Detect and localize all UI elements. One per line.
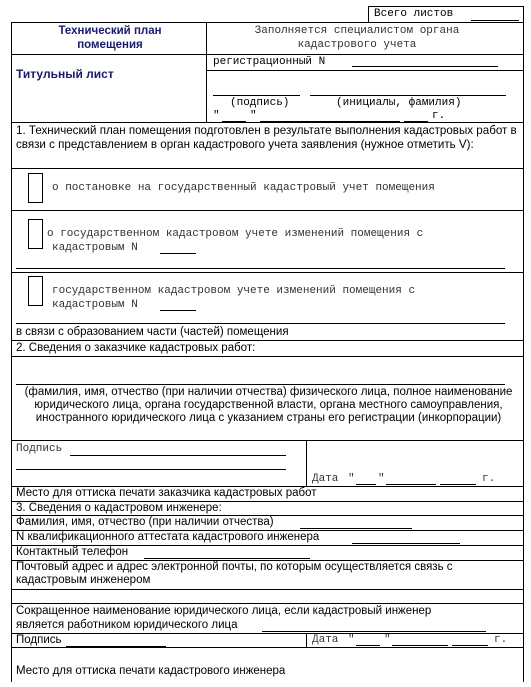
- engineer-certificate-label: N квалификационного аттестата кадастрового инженера: [16, 531, 320, 543]
- total-sheets-box: [368, 6, 524, 22]
- section2-signature-field[interactable]: [70, 455, 286, 456]
- date-quote-close: ": [250, 110, 257, 122]
- section1-intro: 1. Технический план помещения подготовлен в результате выполнения кадастровых работ в связи с представлением в орган кадастрового учета заявления (нужное отметить V):: [16, 124, 517, 151]
- section3-date-day-field[interactable]: [356, 645, 380, 646]
- section2-date-month-field[interactable]: [386, 484, 436, 485]
- section2-date-quote-close: ": [378, 473, 385, 485]
- section3-year-suffix: г.: [494, 634, 508, 646]
- option3-checkbox[interactable]: [28, 276, 43, 306]
- section2-date-day-field[interactable]: [356, 484, 376, 485]
- option2-label-line2: кадастровым N: [52, 242, 138, 254]
- engineer-phone-field[interactable]: [144, 558, 310, 559]
- engineer-certificate-field[interactable]: [352, 543, 460, 544]
- total-sheets-field[interactable]: [471, 20, 519, 21]
- sheet-title: Титульный лист: [16, 67, 114, 81]
- section3-date-month-field[interactable]: [392, 645, 448, 646]
- option1-checkbox[interactable]: [28, 173, 43, 203]
- section2-date-label: Дата: [312, 473, 339, 485]
- option3-label-line2: кадастровым N: [52, 299, 138, 311]
- section3-date-quote-open: ": [348, 634, 355, 646]
- section3-date-quote-close: ": [384, 634, 391, 646]
- option3-cadastral-number-field[interactable]: [160, 310, 196, 311]
- reg-number-label: регистрационный N: [213, 56, 326, 68]
- signature-caption: (подпись): [230, 97, 290, 109]
- org-name-line1: Сокращенное наименование юридического лица, если кадастровый инженер: [16, 605, 432, 617]
- engineer-address-label: Почтовый адрес и адрес электронной почты, по которым осуществляется связь с кадастровым инженером: [16, 561, 453, 586]
- section2-title: 2. Сведения о заказчике кадастровых работ:: [16, 342, 256, 354]
- org-name-field[interactable]: [262, 631, 486, 632]
- option3-tail: в связи с образованием части (частей) помещения: [16, 326, 289, 338]
- section3-stamp-place: Место для оттиска печати кадастрового инженера: [16, 665, 286, 677]
- option2-label-line1: о государственном кадастровом учете изменений помещения с: [47, 228, 424, 240]
- option2-checkbox[interactable]: [28, 219, 43, 249]
- section2-caption: (фамилия, имя, отчество (при наличии отчества) физического лица, полное наименование юридического лица, органа государственной власти, органа местного самоуправления, иностранного юридического лица с указанием страны его регистрации (инкорпорации): [24, 386, 513, 424]
- org-name-line2: является работником юридического лица: [16, 619, 238, 631]
- total-sheets-label: Всего листов: [374, 8, 454, 20]
- section2-signature-label: Подпись: [16, 443, 63, 455]
- option2-cadastral-number-field[interactable]: [160, 253, 196, 254]
- engineer-name-label: Фамилия, имя, отчество (при наличии отчества): [16, 516, 274, 528]
- option3-label-line1: государственном кадастровом учете изменений помещения с: [52, 285, 416, 297]
- section2-date-quote-open: ": [348, 473, 355, 485]
- section3-date-label: Дата: [312, 634, 339, 646]
- engineer-name-field[interactable]: [300, 528, 412, 529]
- section3-title: 3. Сведения о кадастровом инженере:: [16, 502, 222, 514]
- signature-field[interactable]: [213, 95, 300, 96]
- section3-signature-label: Подпись: [16, 634, 62, 646]
- initials-caption: (инициалы, фамилия): [336, 97, 462, 109]
- section2-date-year-field[interactable]: [440, 484, 476, 485]
- initials-field[interactable]: [310, 95, 506, 96]
- doc-title: Технический план помещения: [58, 25, 162, 51]
- reg-number-field[interactable]: [352, 66, 498, 67]
- engineer-phone-label: Контактный телефон: [16, 546, 129, 558]
- section3-date-year-field[interactable]: [452, 645, 488, 646]
- customer-name-field[interactable]: [16, 384, 505, 385]
- engineer-address-field[interactable]: [11, 603, 524, 604]
- header-divider: [206, 22, 207, 122]
- section2-stamp-place: Место для оттиска печати заказчика кадастровых работ: [16, 487, 317, 499]
- section2-year-suffix: г.: [482, 473, 496, 485]
- cadastral-fill-note: Заполняется специалистом органа кадастрового учета: [254, 25, 460, 51]
- date-year-suffix: г.: [432, 110, 446, 122]
- section2-signature-field-2[interactable]: [16, 469, 286, 470]
- option1-label: о постановке на государственный кадастровый учет помещения: [52, 182, 435, 194]
- date-quote-open: ": [213, 110, 220, 122]
